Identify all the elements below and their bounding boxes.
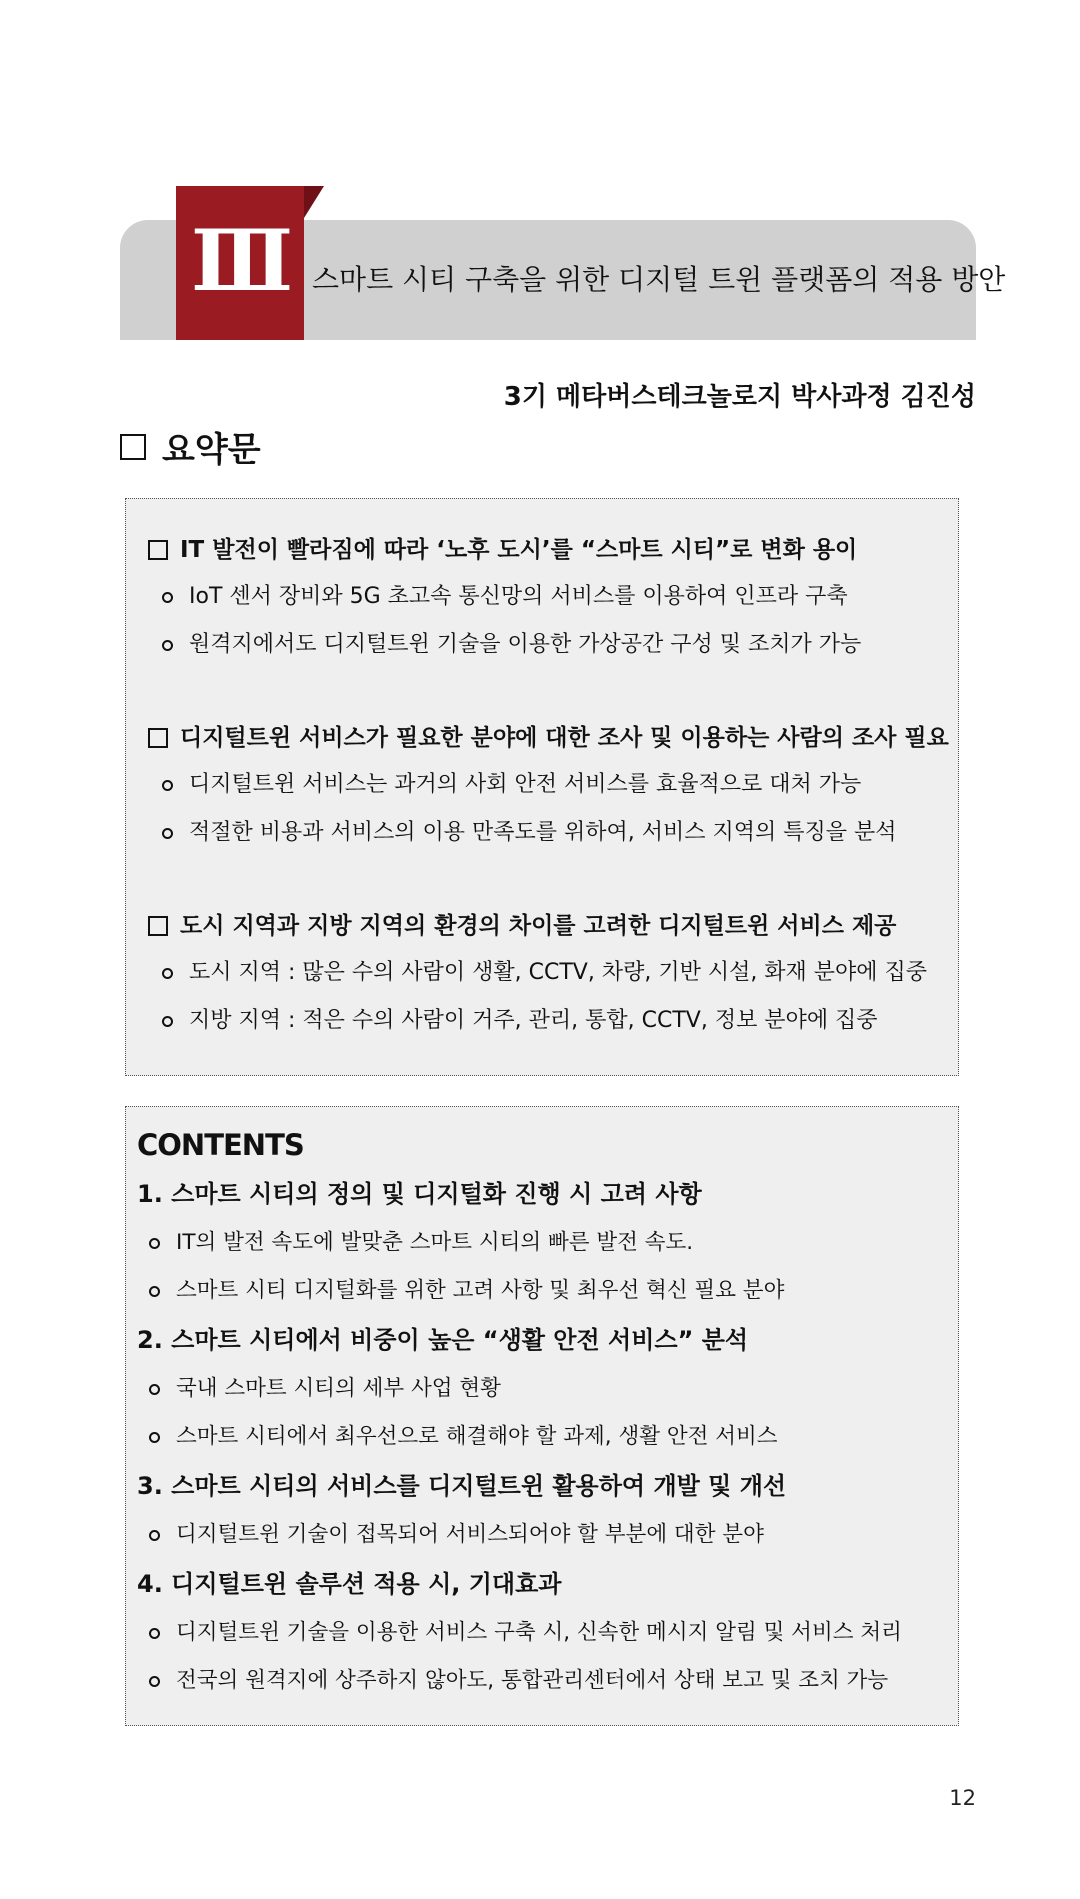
summary-bullet-text: 적절한 비용과 서비스의 이용 만족도를 위하여, 서비스 지역의 특징을 분석 bbox=[189, 820, 897, 845]
bullet-circle-icon bbox=[149, 1286, 160, 1297]
summary-group-title bbox=[148, 715, 958, 761]
contents-section-title: 2. 스마트 시티에서 비중이 높은 “생활 안전 서비스” 분석 bbox=[137, 1326, 749, 1354]
author-line: 3기 메타버스테크놀로지 박사과정 김진성 bbox=[503, 382, 976, 412]
contents-bullet-text: 스마트 시티 디지털화를 위한 고려 사항 및 최우선 혁신 필요 분야 bbox=[176, 1278, 785, 1303]
contents-section-title: 1. 스마트 시티의 정의 및 디지털화 진행 시 고려 사항 bbox=[137, 1180, 702, 1208]
summary-bullet bbox=[148, 949, 958, 997]
bullet-circle-icon bbox=[162, 640, 173, 651]
summary-bullet-text: 디지털트윈 서비스는 과거의 사회 안전 서비스를 효율적으로 대처 가능 bbox=[189, 772, 862, 797]
contents-section-title: 4. 디지털트윈 솔루션 적용 시, 기대효과 bbox=[137, 1570, 562, 1598]
contents-bullet bbox=[137, 1609, 958, 1657]
summary-group-title-text: IT 발전이 빨라짐에 따라 ‘노후 도시’를 “스마트 시티”로 변화 용이 bbox=[180, 537, 858, 563]
bullet-circle-icon bbox=[162, 828, 173, 839]
bullet-circle-icon bbox=[162, 592, 173, 603]
summary-group-title-text: 도시 지역과 지방 지역의 환경의 차이를 고려한 디지털트윈 서비스 제공 bbox=[180, 913, 897, 939]
bullet-circle-icon bbox=[149, 1238, 160, 1249]
bullet-circle-icon bbox=[149, 1432, 160, 1443]
summary-bullet-text: IoT 센서 장비와 5G 초고속 통신망의 서비스를 이용하여 인프라 구축 bbox=[189, 584, 848, 609]
contents-bullet bbox=[137, 1219, 958, 1267]
summary-group bbox=[148, 903, 958, 1045]
bullet-circle-icon bbox=[162, 1016, 173, 1027]
bullet-circle-icon bbox=[149, 1530, 160, 1541]
contents-bullet bbox=[137, 1267, 958, 1315]
page-number: 12 bbox=[949, 1786, 976, 1810]
summary-heading-label: 요약문 bbox=[162, 430, 261, 470]
summary-group-title bbox=[148, 903, 958, 949]
checkbox-square-icon bbox=[120, 434, 146, 460]
summary-bullet-text: 지방 지역 : 적은 수의 사람이 거주, 관리, 통합, CCTV, 정보 분야에 집중 bbox=[189, 1008, 878, 1033]
summary-group-title bbox=[148, 527, 958, 573]
contents-section bbox=[137, 1559, 958, 1705]
bullet-circle-icon bbox=[149, 1628, 160, 1639]
chapter-tab-fold bbox=[304, 186, 324, 218]
summary-bullet bbox=[148, 997, 958, 1045]
checkbox-square-icon bbox=[148, 540, 168, 560]
bullet-circle-icon bbox=[162, 780, 173, 791]
contents-bullet-text: 디지털트윈 기술이 접목되어 서비스되어야 할 부분에 대한 분야 bbox=[176, 1522, 764, 1547]
summary-group bbox=[148, 527, 958, 669]
contents-bullet-text: 스마트 시티에서 최우선으로 해결해야 할 과제, 생활 안전 서비스 bbox=[176, 1424, 778, 1449]
summary-bullet bbox=[148, 573, 958, 621]
contents-bullet bbox=[137, 1413, 958, 1461]
bullet-circle-icon bbox=[162, 968, 173, 979]
contents-panel bbox=[125, 1106, 959, 1726]
summary-bullet-text: 원격지에서도 디지털트윈 기술을 이용한 가상공간 구성 및 조치가 가능 bbox=[189, 632, 862, 657]
bullet-circle-icon bbox=[149, 1384, 160, 1395]
contents-bullet-text: 국내 스마트 시티의 세부 사업 현황 bbox=[176, 1376, 501, 1401]
chapter-title: 스마트 시티 구축을 위한 디지털 트윈 플랫폼의 적용 방안 bbox=[312, 263, 1006, 296]
chapter-number: Ⅲ bbox=[190, 210, 290, 310]
summary-bullet bbox=[148, 761, 958, 809]
contents-bullet bbox=[137, 1511, 958, 1559]
contents-title: CONTENTS bbox=[137, 1128, 304, 1162]
contents-bullet bbox=[137, 1365, 958, 1413]
contents-section-title: 3. 스마트 시티의 서비스를 디지털트윈 활용하여 개발 및 개선 bbox=[137, 1472, 787, 1500]
summary-heading bbox=[120, 422, 261, 471]
summary-bullet bbox=[148, 809, 958, 857]
summary-group-title-text: 디지털트윈 서비스가 필요한 분야에 대한 조사 및 이용하는 사람의 조사 필요 bbox=[180, 725, 949, 751]
bullet-circle-icon bbox=[149, 1676, 160, 1687]
summary-panel bbox=[125, 498, 959, 1076]
contents-bullet-text: 전국의 원격지에 상주하지 않아도, 통합관리센터에서 상태 보고 및 조치 가능 bbox=[176, 1668, 889, 1693]
summary-bullet bbox=[148, 621, 958, 669]
contents-bullet-text: IT의 발전 속도에 발맞춘 스마트 시티의 빠른 발전 속도. bbox=[176, 1230, 694, 1255]
contents-section bbox=[137, 1315, 958, 1461]
contents-bullet-text: 디지털트윈 기술을 이용한 서비스 구축 시, 신속한 메시지 알림 및 서비스 처리 bbox=[176, 1620, 902, 1645]
summary-group bbox=[148, 715, 958, 857]
checkbox-square-icon bbox=[148, 728, 168, 748]
contents-section bbox=[137, 1461, 958, 1559]
summary-bullet-text: 도시 지역 : 많은 수의 사람이 생활, CCTV, 차량, 기반 시설, 화재 분야에 집중 bbox=[189, 960, 928, 985]
contents-bullet bbox=[137, 1657, 958, 1705]
contents-section bbox=[137, 1169, 958, 1315]
checkbox-square-icon bbox=[148, 916, 168, 936]
